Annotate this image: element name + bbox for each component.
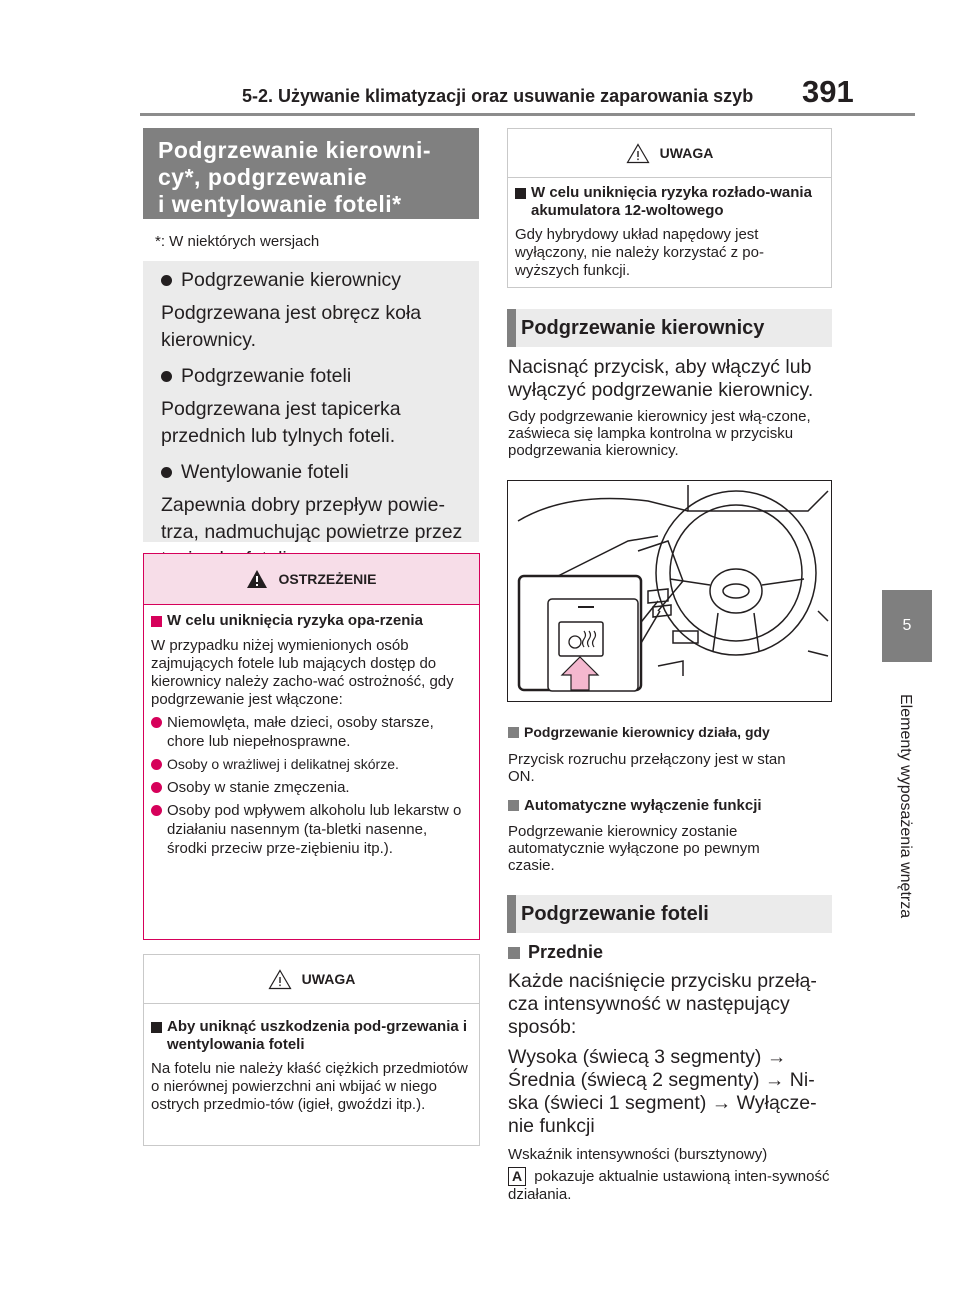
warning-intro: W przypadku niżej wymienionych osób zajmujących fotele lub mających dostęp do kierownicy należy zacho-wać ostrożność, gdy podgrzewanie jest włączone: bbox=[151, 637, 454, 708]
square-bullet-icon bbox=[508, 727, 519, 738]
feature-description: Podgrzewana jest obręcz koła kierownicy. bbox=[161, 302, 422, 351]
caution-box bbox=[143, 954, 480, 1146]
warning-header bbox=[144, 554, 479, 605]
chapter-number: 5 bbox=[902, 617, 912, 634]
main-title-line: Podgrzewanie kierowni- bbox=[158, 137, 431, 163]
caution-triangle-icon bbox=[626, 143, 650, 164]
square-bullet-icon bbox=[508, 800, 519, 811]
section-bar bbox=[507, 309, 516, 347]
bullet-icon bbox=[161, 275, 172, 286]
feature-heading: Podgrzewanie foteli bbox=[161, 363, 469, 390]
caution-heading: Aby uniknąć uszkodzenia pod-grzewania i wentylowania foteli bbox=[151, 1018, 469, 1054]
caution-label: UWAGA bbox=[659, 144, 714, 161]
section1-lead: Nacisnąć przycisk, aby włączyć lub wyłączyć podgrzewanie kierownicy. bbox=[508, 356, 814, 401]
header-rule bbox=[140, 113, 915, 116]
intensity-sequence: Wysoka (świecą 3 segmenty) → Średnia (świecą 2 segmenty) → Ni-ska (świeci 1 segment) → Wyłącze-nie funkcji bbox=[508, 1046, 817, 1137]
square-bullet-icon bbox=[515, 188, 526, 199]
warning-label: OSTRZEŻENIE bbox=[278, 570, 377, 587]
feature-description: Podgrzewana jest tapicerka przednich lub tylnych foteli. bbox=[161, 398, 401, 447]
bullet-icon bbox=[151, 717, 162, 728]
auto-off-text: Podgrzewanie kierownicy zostanie automatycznie wyłączone po pewnym czasie. bbox=[508, 823, 760, 874]
feature-description: Zapewnia dobry przepływ powie-trza, nadmuchując powietrze przez bbox=[161, 494, 463, 543]
caution-header bbox=[144, 955, 479, 1004]
warning-bullet: Niemowlęta, małe dzieci, osoby starsze, chore lub niepełnosprawne. bbox=[151, 713, 469, 751]
square-bullet-icon bbox=[151, 616, 162, 627]
section-heading-steering-heater: Podgrzewanie kierownicy bbox=[507, 309, 832, 347]
section-bar bbox=[507, 895, 516, 933]
caution-heading: W celu uniknięcia ryzyka rozłado-wania akumulatora 12-woltowego bbox=[515, 184, 823, 220]
callout-badge: A bbox=[508, 1167, 526, 1186]
main-section-title bbox=[143, 128, 479, 219]
features-panel bbox=[143, 261, 479, 542]
warning-bullet: Osoby pod wpływem alkoholu lub lekarstw o działaniu nasennym (ta-bletki nasenne, środki przeciw prze-ziębieniu itp.). bbox=[151, 801, 469, 858]
operating-condition-text: Przycisk rozruchu przełączony jest w stan ON. bbox=[508, 751, 786, 785]
caution-text: Na fotelu nie należy kłaść ciężkich przedmiotów o nierównej powierzchni ani wbijać w niego ostrych przedmio-tów (igieł, gwoździ itp.). bbox=[151, 1060, 468, 1113]
running-header-title: 5-2. Używanie klimatyzacji oraz usuwanie zaparowania szyb bbox=[242, 86, 754, 106]
square-bullet-icon bbox=[508, 947, 520, 959]
warning-triangle-icon bbox=[246, 569, 268, 589]
warning-heading: W celu uniknięcia ryzyka opa-rzenia bbox=[151, 612, 469, 630]
front-seat-text: Każde naciśnięcie przycisku przełą-cza intensywność w następujący sposób: bbox=[508, 970, 817, 1038]
chapter-side-label: Elementy wyposażenia wnętrza bbox=[897, 694, 914, 919]
bullet-icon bbox=[151, 759, 162, 770]
main-title-line: cy*, podgrzewanie bbox=[158, 164, 368, 190]
section1-note: Gdy podgrzewanie kierownicy jest włą-czone, zaświeca się lampka kontrolna w przycisku podgrzewania kierownicy. bbox=[508, 408, 811, 459]
square-bullet-icon bbox=[151, 1022, 162, 1033]
indicator-note: Wskaźnik intensywności (bursztynowy) A pokazuje aktualnie ustawioną inten-sywność działania. bbox=[508, 1146, 830, 1203]
caution-header bbox=[508, 129, 831, 178]
bullet-icon bbox=[161, 467, 172, 478]
section-heading-seat-heater: Podgrzewanie foteli bbox=[507, 895, 832, 933]
bullet-icon bbox=[151, 782, 162, 793]
warning-box bbox=[143, 553, 480, 940]
bullet-icon bbox=[151, 805, 162, 816]
bullet-icon bbox=[161, 371, 172, 382]
feature-heading: Podgrzewanie kierownicy bbox=[161, 267, 469, 294]
feature-heading: Wentylowanie foteli bbox=[161, 459, 469, 486]
caution-text: Gdy hybrydowy układ napędowy jest wyłączony, nie należy korzystać z po-wyższych funkcji. bbox=[515, 226, 764, 279]
sub-heading-auto-off: Automatyczne wyłączenie funkcji bbox=[508, 797, 833, 814]
sub-heading-operating-condition: Podgrzewanie kierownicy działa, gdy bbox=[508, 724, 833, 740]
footnote: *: W niektórych wersjach bbox=[155, 233, 320, 250]
caution-triangle-icon bbox=[268, 969, 292, 990]
warning-bullet: Osoby w stanie zmęczenia. bbox=[151, 778, 469, 797]
caution-label: UWAGA bbox=[301, 970, 356, 987]
chapter-tab bbox=[882, 590, 932, 662]
caution-box-battery bbox=[507, 128, 832, 288]
dashboard-drawing bbox=[508, 481, 830, 700]
page-number: 391 bbox=[802, 74, 854, 109]
warning-bullet: Osoby o wrażliwej i delikatnej skórze. bbox=[151, 755, 469, 774]
sub-heading-front: Przednie bbox=[508, 942, 603, 963]
main-title-line: i wentylowanie foteli* bbox=[158, 191, 402, 217]
steering-wheel-illustration bbox=[507, 480, 832, 702]
